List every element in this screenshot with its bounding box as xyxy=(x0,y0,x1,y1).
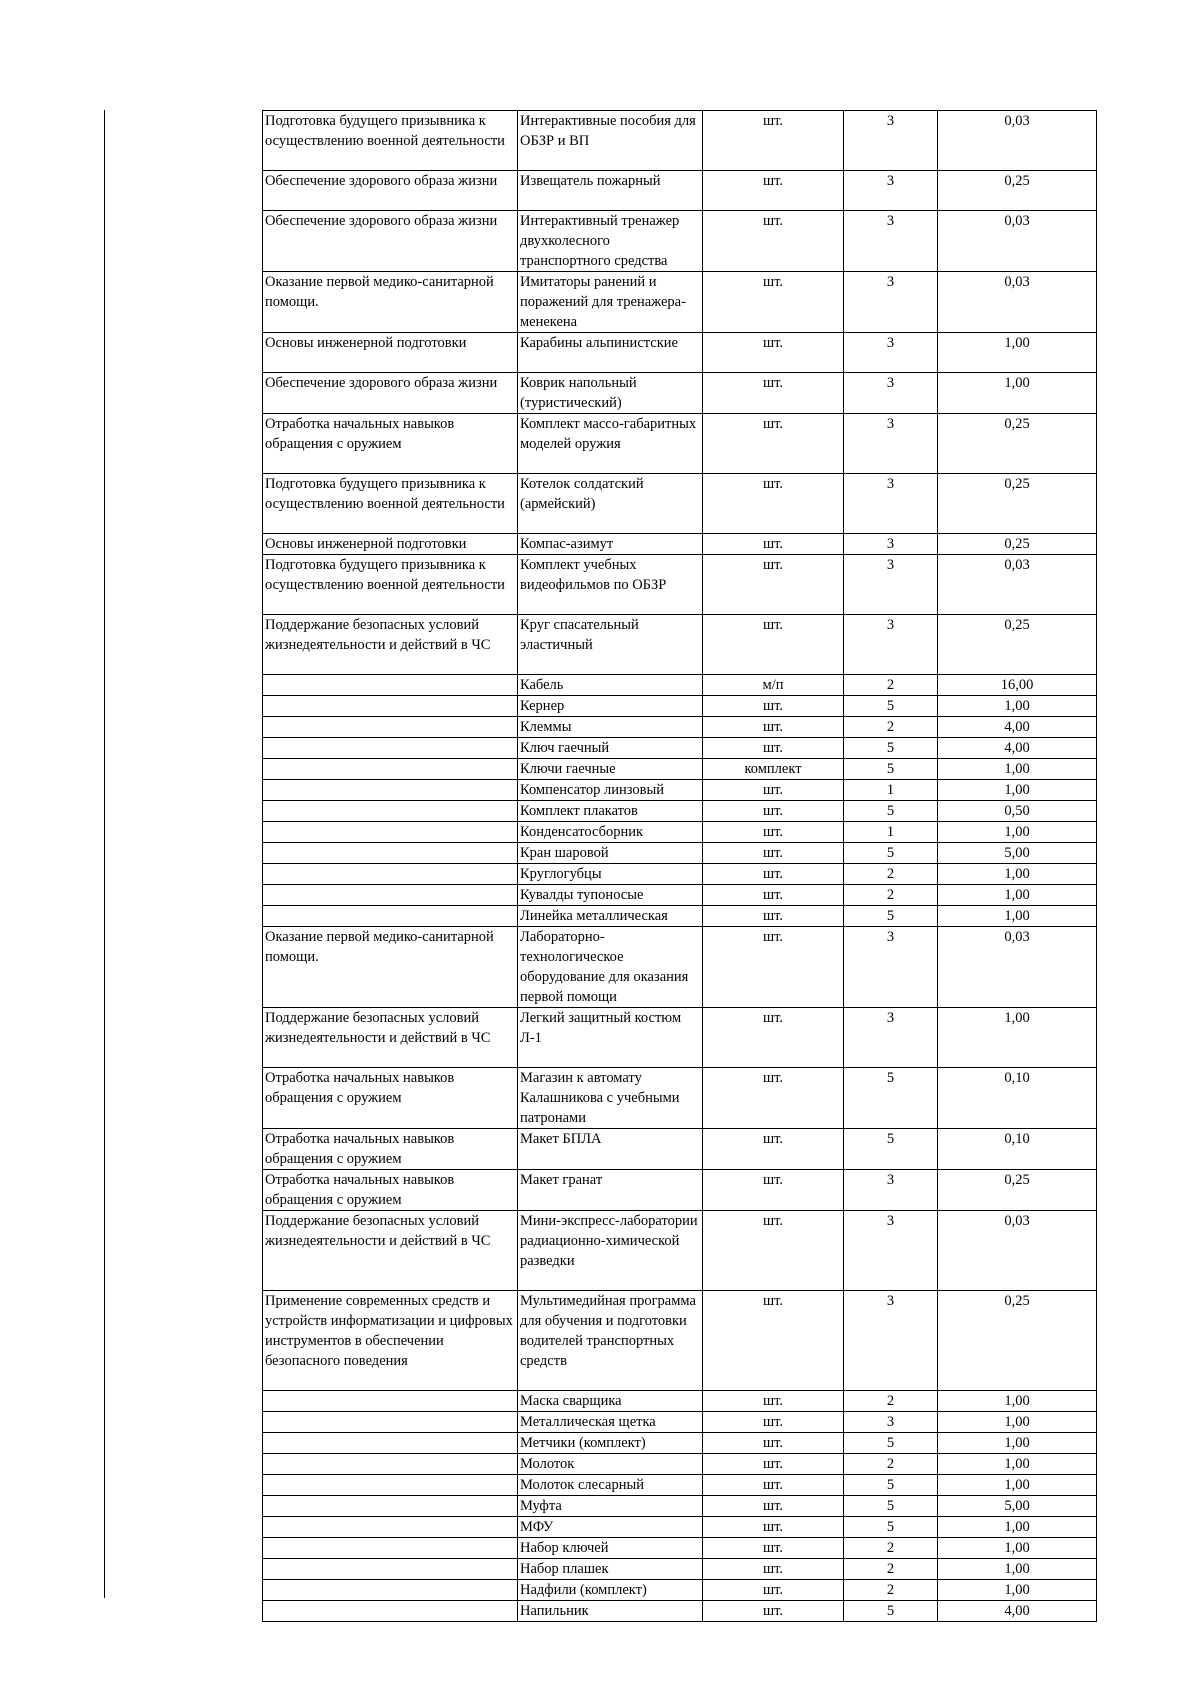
quantity-cell: 5 xyxy=(844,1517,938,1538)
item-name-cell: Конденсатосборник xyxy=(518,822,703,843)
item-name-cell: Извещатель пожарный xyxy=(518,171,703,211)
item-name-cell: Маска сварщика xyxy=(518,1391,703,1412)
item-name-cell: Коврик напольный (туристический) xyxy=(518,373,703,414)
table-row xyxy=(263,111,1097,171)
norm-cell: 0,25 xyxy=(938,171,1097,211)
unit-cell: шт. xyxy=(703,414,844,474)
item-name-cell: Напильник xyxy=(518,1601,703,1622)
item-name-cell: Лабораторно-технологическое оборудование для оказания первой помощи xyxy=(518,927,703,1008)
section-cell: Применение современных средств и устройств информатизации и цифровых инструментов в обеспечении безопасного поведения xyxy=(263,1291,518,1391)
unit-cell: шт. xyxy=(703,615,844,675)
norm-cell: 1,00 xyxy=(938,1475,1097,1496)
item-name-cell: Имитаторы ранений и поражений для тренажера-менекена xyxy=(518,272,703,333)
quantity-cell: 3 xyxy=(844,555,938,615)
unit-cell: шт. xyxy=(703,1454,844,1475)
section-cell xyxy=(263,1433,518,1454)
table-row xyxy=(263,211,1097,272)
section-cell: Обеспечение здорового образа жизни xyxy=(263,171,518,211)
quantity-cell: 5 xyxy=(844,1129,938,1170)
quantity-cell: 2 xyxy=(844,1391,938,1412)
item-name-cell: Молоток xyxy=(518,1454,703,1475)
item-name-cell: Магазин к автомату Калашникова с учебными патронами xyxy=(518,1068,703,1129)
quantity-cell: 2 xyxy=(844,1538,938,1559)
table-row xyxy=(263,885,1097,906)
norm-cell: 1,00 xyxy=(938,1412,1097,1433)
table-row xyxy=(263,1496,1097,1517)
norm-cell: 4,00 xyxy=(938,717,1097,738)
table-row xyxy=(263,675,1097,696)
quantity-cell: 3 xyxy=(844,1008,938,1068)
norm-cell: 0,50 xyxy=(938,801,1097,822)
section-cell: Отработка начальных навыков обращения с оружием xyxy=(263,1129,518,1170)
norm-cell: 1,00 xyxy=(938,1580,1097,1601)
item-name-cell: Компас-азимут xyxy=(518,534,703,555)
unit-cell: шт. xyxy=(703,1391,844,1412)
table-row xyxy=(263,333,1097,373)
item-name-cell: Надфили (комплект) xyxy=(518,1580,703,1601)
table-row xyxy=(263,738,1097,759)
norm-cell: 0,03 xyxy=(938,927,1097,1008)
unit-cell: шт. xyxy=(703,738,844,759)
unit-cell: шт. xyxy=(703,1170,844,1211)
item-name-cell: Муфта xyxy=(518,1496,703,1517)
norm-cell: 0,25 xyxy=(938,1291,1097,1391)
norm-cell: 4,00 xyxy=(938,738,1097,759)
section-cell: Отработка начальных навыков обращения с оружием xyxy=(263,414,518,474)
unit-cell: шт. xyxy=(703,801,844,822)
item-name-cell: Кернер xyxy=(518,696,703,717)
section-cell xyxy=(263,696,518,717)
section-cell xyxy=(263,864,518,885)
table-row xyxy=(263,1391,1097,1412)
unit-cell: шт. xyxy=(703,1433,844,1454)
item-name-cell: Ключ гаечный xyxy=(518,738,703,759)
section-cell xyxy=(263,885,518,906)
left-margin-rule xyxy=(104,110,105,1598)
quantity-cell: 3 xyxy=(844,615,938,675)
quantity-cell: 5 xyxy=(844,1068,938,1129)
unit-cell: шт. xyxy=(703,717,844,738)
section-cell xyxy=(263,822,518,843)
quantity-cell: 3 xyxy=(844,474,938,534)
quantity-cell: 3 xyxy=(844,211,938,272)
table-row xyxy=(263,801,1097,822)
norm-cell: 0,25 xyxy=(938,534,1097,555)
item-name-cell: Кувалды тупоносые xyxy=(518,885,703,906)
section-cell xyxy=(263,1412,518,1433)
quantity-cell: 3 xyxy=(844,111,938,171)
unit-cell: шт. xyxy=(703,885,844,906)
norm-cell: 0,25 xyxy=(938,474,1097,534)
unit-cell: шт. xyxy=(703,1496,844,1517)
table-row xyxy=(263,414,1097,474)
section-cell xyxy=(263,1559,518,1580)
section-cell xyxy=(263,1601,518,1622)
unit-cell: шт. xyxy=(703,780,844,801)
section-cell: Отработка начальных навыков обращения с оружием xyxy=(263,1170,518,1211)
section-cell xyxy=(263,1454,518,1475)
section-cell: Отработка начальных навыков обращения с оружием xyxy=(263,1068,518,1129)
norm-cell: 5,00 xyxy=(938,1496,1097,1517)
unit-cell: комплект xyxy=(703,759,844,780)
item-name-cell: Комплект плакатов xyxy=(518,801,703,822)
unit-cell: шт. xyxy=(703,906,844,927)
unit-cell: шт. xyxy=(703,696,844,717)
table-row xyxy=(263,822,1097,843)
unit-cell: шт. xyxy=(703,1008,844,1068)
section-cell xyxy=(263,1391,518,1412)
section-cell: Оказание первой медико-санитарной помощи. xyxy=(263,927,518,1008)
quantity-cell: 5 xyxy=(844,843,938,864)
item-name-cell: МФУ xyxy=(518,1517,703,1538)
item-name-cell: Металлическая щетка xyxy=(518,1412,703,1433)
table-row xyxy=(263,696,1097,717)
section-cell xyxy=(263,675,518,696)
norm-cell: 5,00 xyxy=(938,843,1097,864)
quantity-cell: 5 xyxy=(844,696,938,717)
unit-cell: шт. xyxy=(703,864,844,885)
unit-cell: шт. xyxy=(703,474,844,534)
equipment-table xyxy=(262,110,1097,1622)
norm-cell: 4,00 xyxy=(938,1601,1097,1622)
section-cell: Поддержание безопасных условий жизнедеятельности и действий в ЧС xyxy=(263,615,518,675)
item-name-cell: Котелок солдатский (армейский) xyxy=(518,474,703,534)
norm-cell: 0,03 xyxy=(938,211,1097,272)
quantity-cell: 2 xyxy=(844,885,938,906)
norm-cell: 1,00 xyxy=(938,1559,1097,1580)
table-row xyxy=(263,272,1097,333)
item-name-cell: Круглогубцы xyxy=(518,864,703,885)
unit-cell: шт. xyxy=(703,1412,844,1433)
section-cell: Обеспечение здорового образа жизни xyxy=(263,211,518,272)
item-name-cell: Кран шаровой xyxy=(518,843,703,864)
section-cell xyxy=(263,759,518,780)
quantity-cell: 3 xyxy=(844,534,938,555)
unit-cell: шт. xyxy=(703,373,844,414)
quantity-cell: 2 xyxy=(844,1580,938,1601)
table-row xyxy=(263,1580,1097,1601)
norm-cell: 1,00 xyxy=(938,822,1097,843)
table-row xyxy=(263,717,1097,738)
norm-cell: 1,00 xyxy=(938,1433,1097,1454)
quantity-cell: 3 xyxy=(844,171,938,211)
table-row xyxy=(263,1559,1097,1580)
table-row xyxy=(263,1517,1097,1538)
table-row xyxy=(263,759,1097,780)
quantity-cell: 3 xyxy=(844,414,938,474)
table-row xyxy=(263,555,1097,615)
norm-cell: 0,03 xyxy=(938,272,1097,333)
unit-cell: шт. xyxy=(703,1580,844,1601)
unit-cell: шт. xyxy=(703,333,844,373)
table-row xyxy=(263,171,1097,211)
norm-cell: 0,10 xyxy=(938,1068,1097,1129)
quantity-cell: 3 xyxy=(844,1412,938,1433)
unit-cell: шт. xyxy=(703,1559,844,1580)
item-name-cell: Интерактивный тренажер двухколесного транспортного средства xyxy=(518,211,703,272)
quantity-cell: 5 xyxy=(844,759,938,780)
item-name-cell: Круг спасательный эластичный xyxy=(518,615,703,675)
table-row xyxy=(263,615,1097,675)
item-name-cell: Макет гранат xyxy=(518,1170,703,1211)
unit-cell: шт. xyxy=(703,1068,844,1129)
norm-cell: 1,00 xyxy=(938,864,1097,885)
norm-cell: 0,25 xyxy=(938,414,1097,474)
norm-cell: 1,00 xyxy=(938,333,1097,373)
unit-cell: шт. xyxy=(703,1211,844,1291)
unit-cell: шт. xyxy=(703,211,844,272)
section-cell xyxy=(263,738,518,759)
table-row xyxy=(263,1008,1097,1068)
unit-cell: шт. xyxy=(703,822,844,843)
unit-cell: шт. xyxy=(703,1538,844,1559)
norm-cell: 0,03 xyxy=(938,555,1097,615)
table-row xyxy=(263,1601,1097,1622)
norm-cell: 1,00 xyxy=(938,1008,1097,1068)
item-name-cell: Макет БПЛА xyxy=(518,1129,703,1170)
quantity-cell: 5 xyxy=(844,1496,938,1517)
norm-cell: 16,00 xyxy=(938,675,1097,696)
section-cell xyxy=(263,717,518,738)
unit-cell: шт. xyxy=(703,1129,844,1170)
quantity-cell: 3 xyxy=(844,927,938,1008)
table-row xyxy=(263,843,1097,864)
unit-cell: шт. xyxy=(703,843,844,864)
quantity-cell: 2 xyxy=(844,717,938,738)
norm-cell: 1,00 xyxy=(938,1454,1097,1475)
unit-cell: шт. xyxy=(703,1291,844,1391)
section-cell xyxy=(263,843,518,864)
item-name-cell: Компенсатор линзовый xyxy=(518,780,703,801)
quantity-cell: 2 xyxy=(844,1454,938,1475)
table-row xyxy=(263,1475,1097,1496)
table-row xyxy=(263,1291,1097,1391)
norm-cell: 1,00 xyxy=(938,696,1097,717)
quantity-cell: 2 xyxy=(844,864,938,885)
item-name-cell: Ключи гаечные xyxy=(518,759,703,780)
section-cell: Подготовка будущего призывника к осуществлению военной деятельности xyxy=(263,555,518,615)
item-name-cell: Интерактивные пособия для ОБЗР и ВП xyxy=(518,111,703,171)
item-name-cell: Мини-экспресс-лаборатории радиационно-химической разведки xyxy=(518,1211,703,1291)
table-row xyxy=(263,1454,1097,1475)
table-row xyxy=(263,1129,1097,1170)
quantity-cell: 3 xyxy=(844,1291,938,1391)
norm-cell: 0,25 xyxy=(938,615,1097,675)
quantity-cell: 2 xyxy=(844,675,938,696)
section-cell: Поддержание безопасных условий жизнедеятельности и действий в ЧС xyxy=(263,1211,518,1291)
unit-cell: шт. xyxy=(703,171,844,211)
unit-cell: шт. xyxy=(703,534,844,555)
unit-cell: м/п xyxy=(703,675,844,696)
table-row xyxy=(263,534,1097,555)
unit-cell: шт. xyxy=(703,555,844,615)
quantity-cell: 3 xyxy=(844,1170,938,1211)
item-name-cell: Линейка металлическая xyxy=(518,906,703,927)
quantity-cell: 1 xyxy=(844,822,938,843)
quantity-cell: 5 xyxy=(844,738,938,759)
section-cell xyxy=(263,1538,518,1559)
norm-cell: 1,00 xyxy=(938,1391,1097,1412)
quantity-cell: 2 xyxy=(844,1559,938,1580)
norm-cell: 1,00 xyxy=(938,1538,1097,1559)
table-row xyxy=(263,1211,1097,1291)
norm-cell: 0,03 xyxy=(938,1211,1097,1291)
section-cell: Основы инженерной подготовки xyxy=(263,534,518,555)
item-name-cell: Клеммы xyxy=(518,717,703,738)
table-row xyxy=(263,474,1097,534)
quantity-cell: 3 xyxy=(844,1211,938,1291)
norm-cell: 1,00 xyxy=(938,780,1097,801)
table-row xyxy=(263,1170,1097,1211)
section-cell xyxy=(263,1475,518,1496)
unit-cell: шт. xyxy=(703,272,844,333)
quantity-cell: 3 xyxy=(844,272,938,333)
section-cell xyxy=(263,1580,518,1601)
table-row xyxy=(263,1538,1097,1559)
norm-cell: 1,00 xyxy=(938,906,1097,927)
unit-cell: шт. xyxy=(703,111,844,171)
item-name-cell: Набор ключей xyxy=(518,1538,703,1559)
section-cell xyxy=(263,780,518,801)
norm-cell: 1,00 xyxy=(938,759,1097,780)
table-row xyxy=(263,780,1097,801)
table-row xyxy=(263,1433,1097,1454)
table-row xyxy=(263,864,1097,885)
norm-cell: 0,03 xyxy=(938,111,1097,171)
section-cell xyxy=(263,1496,518,1517)
quantity-cell: 3 xyxy=(844,333,938,373)
table-row xyxy=(263,373,1097,414)
section-cell: Подготовка будущего призывника к осуществлению военной деятельности xyxy=(263,474,518,534)
equipment-table-body xyxy=(263,111,1097,1622)
quantity-cell: 5 xyxy=(844,801,938,822)
norm-cell: 0,10 xyxy=(938,1129,1097,1170)
section-cell: Подготовка будущего призывника к осуществлению военной деятельности xyxy=(263,111,518,171)
quantity-cell: 5 xyxy=(844,906,938,927)
unit-cell: шт. xyxy=(703,927,844,1008)
table-row xyxy=(263,1412,1097,1433)
quantity-cell: 5 xyxy=(844,1475,938,1496)
quantity-cell: 5 xyxy=(844,1601,938,1622)
item-name-cell: Мультимедийная программа для обучения и подготовки водителей транспортных средств xyxy=(518,1291,703,1391)
table-row xyxy=(263,1068,1097,1129)
item-name-cell: Комплект массо-габаритных моделей оружия xyxy=(518,414,703,474)
item-name-cell: Метчики (комплект) xyxy=(518,1433,703,1454)
section-cell xyxy=(263,906,518,927)
norm-cell: 1,00 xyxy=(938,885,1097,906)
table-row xyxy=(263,906,1097,927)
table-row xyxy=(263,927,1097,1008)
norm-cell: 0,25 xyxy=(938,1170,1097,1211)
norm-cell: 1,00 xyxy=(938,373,1097,414)
item-name-cell: Карабины альпинистские xyxy=(518,333,703,373)
quantity-cell: 3 xyxy=(844,373,938,414)
section-cell: Поддержание безопасных условий жизнедеятельности и действий в ЧС xyxy=(263,1008,518,1068)
item-name-cell: Кабель xyxy=(518,675,703,696)
item-name-cell: Молоток слесарный xyxy=(518,1475,703,1496)
norm-cell: 1,00 xyxy=(938,1517,1097,1538)
unit-cell: шт. xyxy=(703,1601,844,1622)
unit-cell: шт. xyxy=(703,1475,844,1496)
quantity-cell: 5 xyxy=(844,1433,938,1454)
section-cell xyxy=(263,801,518,822)
item-name-cell: Набор плашек xyxy=(518,1559,703,1580)
quantity-cell: 1 xyxy=(844,780,938,801)
section-cell: Оказание первой медико-санитарной помощи. xyxy=(263,272,518,333)
section-cell: Обеспечение здорового образа жизни xyxy=(263,373,518,414)
unit-cell: шт. xyxy=(703,1517,844,1538)
section-cell xyxy=(263,1517,518,1538)
section-cell: Основы инженерной подготовки xyxy=(263,333,518,373)
item-name-cell: Комплект учебных видеофильмов по ОБЗР xyxy=(518,555,703,615)
item-name-cell: Легкий защитный костюм Л-1 xyxy=(518,1008,703,1068)
